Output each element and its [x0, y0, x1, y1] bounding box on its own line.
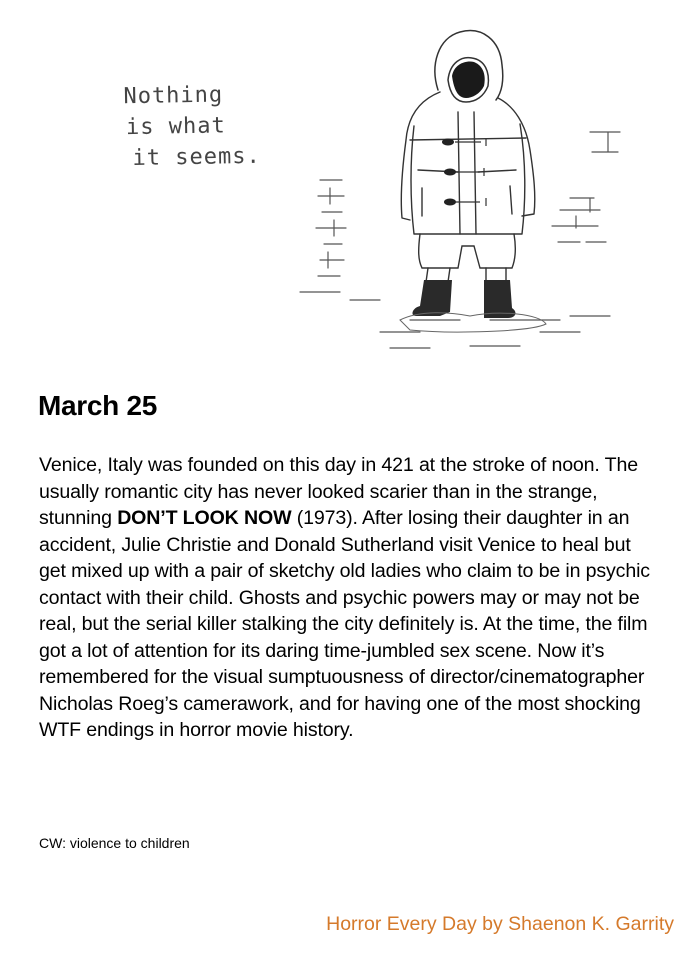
brick-line — [316, 180, 346, 276]
coat-seam — [410, 138, 526, 172]
body-text-before: Venice, Italy was founded on this day in 421 at the stroke of noon. The usually romantic city has never looked scarier than in the strange, stunning — [39, 454, 638, 529]
coat-pocket — [422, 186, 512, 216]
shorts-outline — [419, 234, 516, 268]
coat-body — [411, 124, 525, 234]
handwritten-caption — [123, 79, 261, 174]
hooded-child-sketch — [290, 20, 680, 360]
toggle-button — [444, 199, 456, 206]
caption-line: Nothing — [123, 82, 224, 110]
boot-right — [484, 280, 515, 318]
coat-placket — [458, 112, 476, 234]
toggle-button — [444, 169, 456, 176]
boot-left — [413, 280, 452, 316]
body-text-after: (1973). After losing their daughter in an accident, Julie Christie and Donald Sutherland visit Venice to heal but get mixed up with a pair of sketchy old ladies who claim to be in psychic contact with their child. Ghosts and psychic powers may or may not be real, but the serial killer stalking the city definitely is. At the time, the film got a lot of attention for its daring time-jumbled sex scene. Now it’s remembered for the visual sumptuousness of director/cinematographer Nicholas Roeg’s camerawork, and for having one of the most shocking WTF endings in horror movie history. — [39, 507, 650, 741]
leg-left — [426, 268, 450, 282]
coat-outline — [401, 92, 535, 220]
caption-line: it seems. — [132, 143, 261, 172]
author-credit: Horror Every Day by Shaenon K. Garrity — [326, 913, 674, 935]
toggle-button — [442, 139, 454, 146]
ground-line — [300, 292, 610, 348]
entry-body — [39, 452, 659, 744]
hood-shadow — [452, 62, 485, 98]
film-title: DON’T LOOK NOW — [117, 507, 292, 529]
leg-right — [486, 268, 506, 282]
entry-date: March 25 — [38, 390, 157, 421]
caption-line: is what — [125, 113, 226, 141]
content-warning: CW: violence to children — [39, 835, 190, 851]
brick-line — [552, 132, 620, 242]
